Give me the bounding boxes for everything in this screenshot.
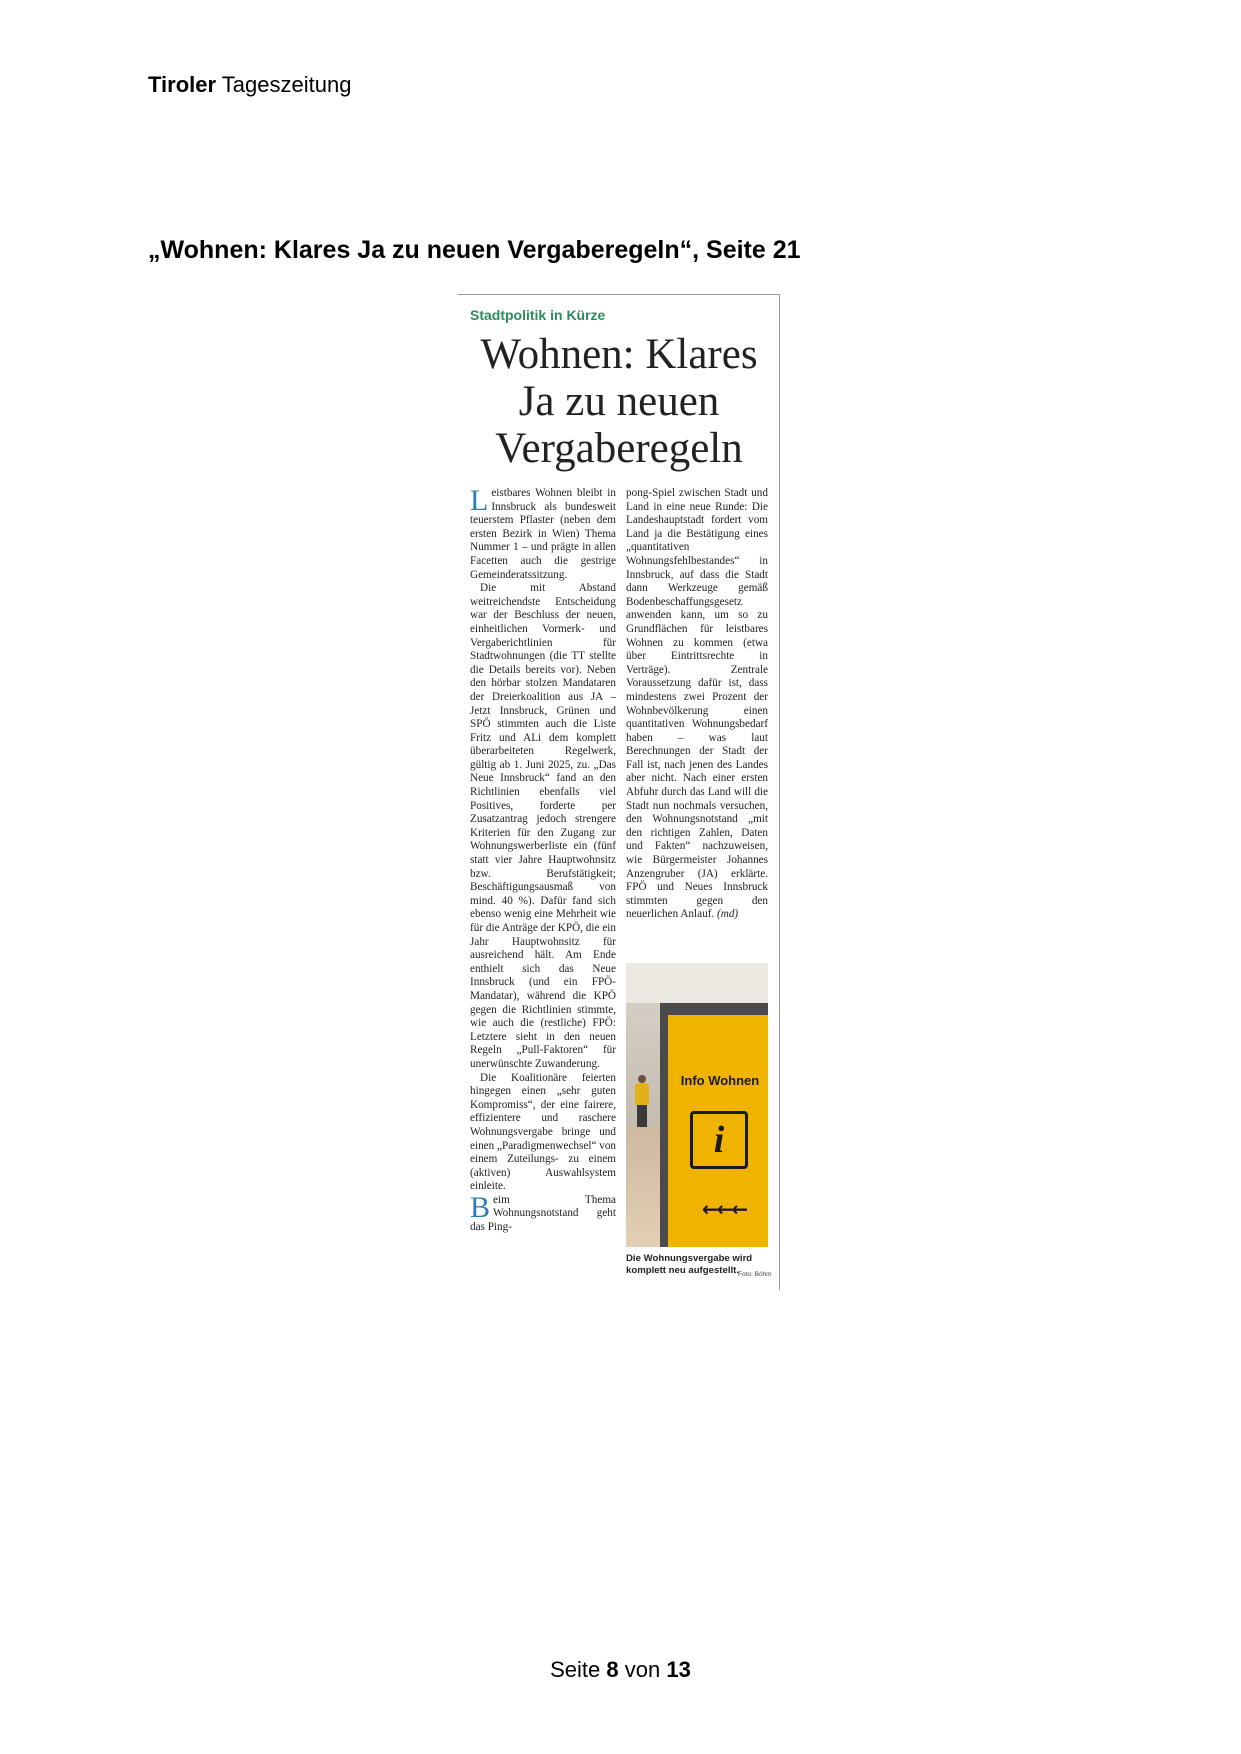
person-figure [634,1075,650,1127]
brand-bold: Tiroler [148,72,217,97]
newspaper-clipping [458,294,780,1290]
paragraph-text: eim Thema Wohnungsnotstand geht das Ping- [470,1193,616,1234]
article-column-left [470,484,617,1287]
article-photo [626,963,768,1247]
headline-line: Wohnen: Klares [480,331,758,378]
article-paragraph: Die mit Abstand weitreichendste Entscheidung war der Beschluss der neuen, einheitlichen Vormerk- und Vergaberichtlinien für Stadtwohnungen (die TT stellte die Details bereits vor). Neben den hörbar stolzen Mandataren der Dreierkoalition aus JA – Jetzt Innsbruck, Grünen und SPÖ stimmten auch die Liste Fritz und ALi dem komplett überarbeiteten Regelwerk, gültig ab 1. Juni 2025, zu. „Das Neue Innsbruck“ fand an den Richtlinien ebenfalls viel Positives, forderte per Zusatzantrag jedoch strengere Kriterien für den Zugang zur Wohnungswerberliste ein (fünf statt vier Jahre Hauptwohnsitz bzw. Berufstätigkeit; Beschäftigungsausmaß von mind. 40 %). Dafür fand sich ebenso wenig eine Mehrheit wie für die Anträge der KPÖ, die ein Jahr Hauptwohnsitz für ausreichend hält. Am Ende enthielt sich das Neue Innsbruck (und ein FPÖ-Mandatar), während die KPÖ gegen die Richtlinien stimmte, wie auch die (restliche) FPÖ: Letztere sieht in den neuen Regeln „Pull-Faktoren“ für unerwünschte Zuwanderung. [470,582,616,1070]
article-paragraph [470,1190,616,1235]
paragraph-text: eistbares Wohnen bleibt in Innsbruck als bundesweit teuerstem Pflaster (neben dem ersten Bezirk in Wien) Thema Nummer 1 – und prägte in allen Facetten auch die gestrige Gemeinderatssitzung. [470,487,616,581]
photo-ceiling [626,963,768,1003]
article-headline [458,331,780,472]
article-paragraph [626,487,768,922]
article-paragraph: Die Koalitionäre feierten hingegen einen „sehr guten Kompromiss“, der eine fairere, effizientere und raschere Wohnungsvergabe bringe und einen „Paradigmenwechsel“ von einem Zuteilungs- zu einem (aktiven) Auswahlsystem einleite. [470,1071,617,1193]
article-column-right [626,487,768,922]
paragraph-text: pong-Spiel zwischen Stadt und Land in eine neue Runde: Die Landeshauptstadt fordert vom Land ja die Bestätigung eines „quantitativen Wohnungsfehlbestandes“ in Innsbruck, auf dass die Stadt dann Werkzeuge gemäß Bodenbeschaffungsgesetz anwenden kann, um so zu Grundflächen für leistbares Wohnen zu kommen (etwa über Eintrittsrechte in Verträge). Zentrale Voraussetzung dafür ist, dass mindestens zwei Prozent der Wohnbevölkerung einen quantitativen Wohnungsbedarf haben – was laut Berechnungen der Stadt der Fall ist, nach jenen des Landes aber nicht. Nach einer ersten Abfuhr durch das Land will die Stadt nun nochmals versuchen, den Wohnungsnotstand „mit den richtigen Zahlen, Daten und Fakten“ nachzuweisen, wie Bürgermeister Johannes Anzengruber (JA) erklärte. FPÖ und Neues Innsbruck stimmten gegen den neuerlichen Anlauf. [626,487,768,921]
person-torso [635,1083,649,1105]
brand-regular: Tageszeitung [221,72,352,97]
newspaper-brand [148,72,351,98]
photo-caption: Die Wohnungsvergabe wird komplett neu aufgestellt. [626,1253,753,1276]
sign-title: Info Wohnen [680,1073,760,1088]
dropcap: L [470,484,489,517]
page-prefix: Seite [550,1657,601,1682]
article-paragraph [470,484,616,582]
info-sign [668,1015,768,1247]
dropcap: B [470,1190,491,1224]
page-middle: von [624,1657,661,1682]
photo-credit: Foto: Böhm [738,1271,772,1278]
arrow-left-icon: ←←← [701,1197,747,1221]
person-head [638,1075,646,1083]
page-total: 13 [666,1657,691,1682]
article-rubric: Stadtpolitik in Kürze [470,307,606,323]
author-tag: (md) [717,908,739,921]
page-number [0,1657,1241,1683]
info-icon [690,1111,748,1169]
headline-line: Ja zu neuen [518,378,720,425]
person-legs [637,1105,647,1127]
info-glyph: i [713,1119,725,1161]
page-current: 8 [606,1657,619,1682]
clip-reference-title: „Wohnen: Klares Ja zu neuen Vergaberegeln“, Seite 21 [148,236,801,264]
headline-line: Vergaberegeln [495,425,743,472]
